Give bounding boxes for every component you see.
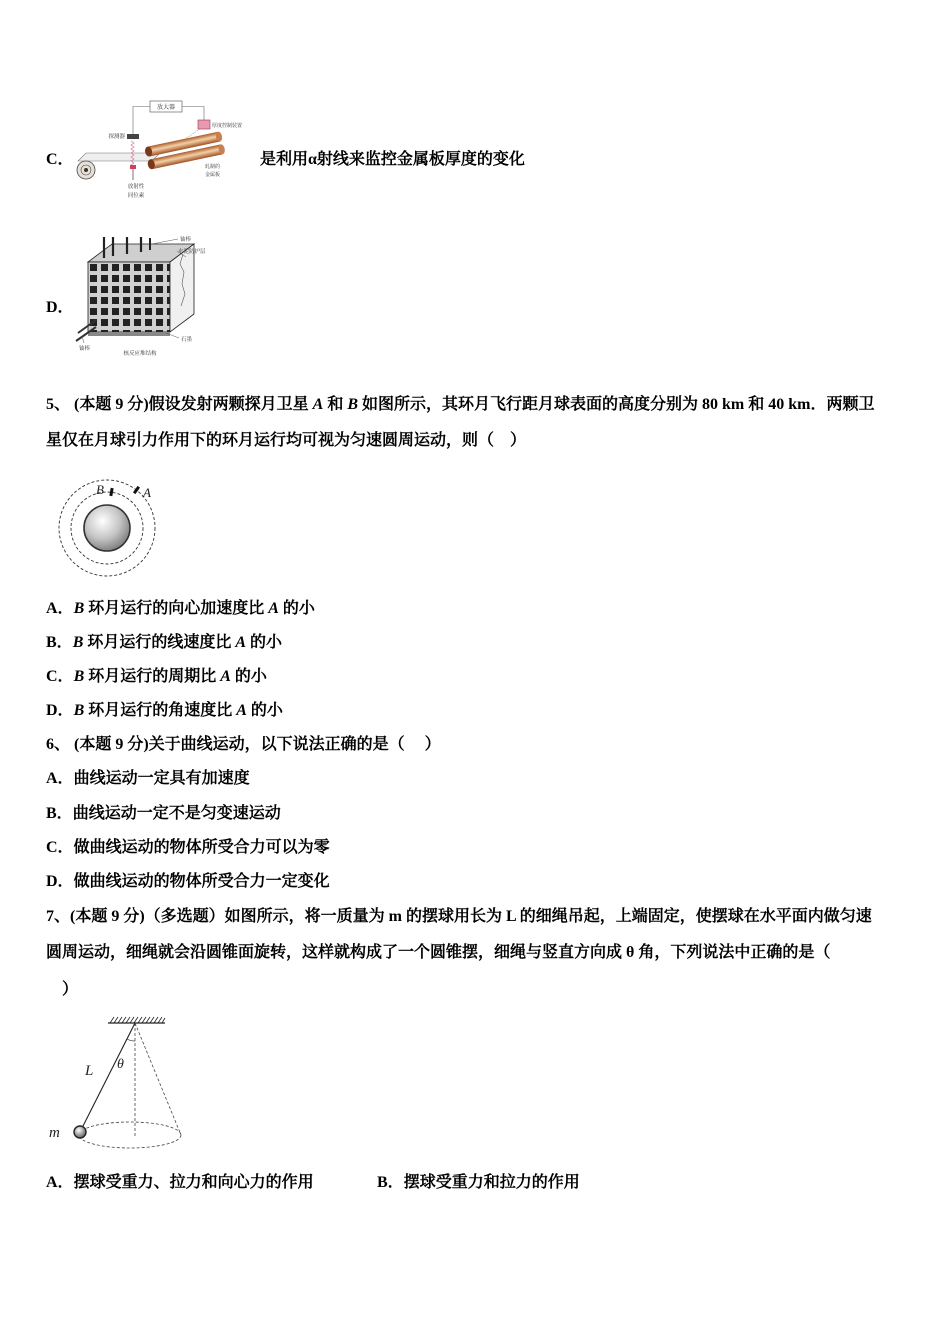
circular-path bbox=[79, 1122, 181, 1148]
conical-pendulum-diagram bbox=[44, 1012, 189, 1158]
reactor-caption: 核反应堆结构 bbox=[123, 351, 157, 357]
control-device-label: 厚度控制装置 bbox=[212, 124, 243, 129]
q6-option-a-label: A． bbox=[46, 770, 74, 787]
pendulum-bob bbox=[74, 1126, 86, 1138]
q6-option-a-text: 曲线运动一定具有加速度 bbox=[73, 770, 250, 787]
q5-option-d-end: 的小 bbox=[246, 702, 283, 719]
q7-option-b-label: B． bbox=[377, 1174, 404, 1191]
detector-label: 探测器 bbox=[108, 134, 125, 140]
q5-stem-line2: 星仅在月球引力作用下的环月运行均可视为匀速圆周运动，则（ ） bbox=[46, 432, 527, 449]
mass-label: m bbox=[49, 1125, 60, 1141]
q6-option-c-text: 做曲线运动的物体所受合力可以为零 bbox=[73, 839, 330, 856]
q5-option-b-object: A bbox=[235, 634, 247, 651]
q5-option-a-subject: B bbox=[73, 600, 85, 617]
q5-option-c-subject: B bbox=[73, 668, 85, 685]
q5-option-b bbox=[46, 633, 282, 653]
q5-option-b-label: B． bbox=[46, 634, 73, 651]
thickness-gauge-diagram bbox=[68, 96, 248, 208]
angle-arc bbox=[127, 1039, 135, 1041]
graphite-slab bbox=[88, 332, 170, 336]
q7-stem-line1: 7、(本题 9 分)（多选题）如图所示，将一质量为 m 的摆球用长为 L 的细绳吊起，上端固定，使摆球在水平面内做匀速 bbox=[46, 908, 872, 925]
q5-stem-part1: 5、 (本题 9 分)假设发射两颗探月卫星 bbox=[46, 396, 313, 413]
q5-option-a-object: A bbox=[268, 600, 279, 617]
shield-label: 水泥防护层 bbox=[178, 249, 206, 255]
wire-right bbox=[182, 107, 204, 121]
q6-option-d-text: 做曲线运动的物体所受合力一定变化 bbox=[73, 873, 330, 890]
graphite-label: 石墨 bbox=[181, 337, 193, 343]
q5-option-c-label: C． bbox=[46, 668, 74, 685]
q5-stem-part2: 和 bbox=[323, 396, 348, 413]
q7-option-b-text: 摆球受重力和拉力的作用 bbox=[403, 1174, 580, 1191]
q5-var-a: A bbox=[312, 396, 324, 413]
q7-stem-line2: 圆周运动，细绳就会沿圆锥面旋转，这样就构成了一个圆锥摆，细绳与竖直方向成 θ 角，下列说法中正确的是（ bbox=[46, 944, 831, 961]
q5-option-a-end: 的小 bbox=[278, 600, 315, 617]
reactor-diagram bbox=[72, 232, 212, 360]
q5-option-b-end: 的小 bbox=[246, 634, 283, 651]
metal-coil-core bbox=[84, 168, 88, 172]
amplifier-label: 放大器 bbox=[156, 105, 176, 111]
rod-top-label: 铀棒 bbox=[180, 237, 192, 243]
source-label-1: 放射性 bbox=[127, 184, 145, 190]
q6-option-a bbox=[46, 769, 250, 789]
q6-option-c bbox=[46, 838, 330, 858]
q6-option-d-label: D． bbox=[46, 873, 74, 890]
wire-left bbox=[133, 107, 150, 135]
q5-option-d-label: D． bbox=[46, 702, 74, 719]
q6-option-d bbox=[46, 872, 330, 892]
radioactive-source bbox=[130, 165, 136, 169]
plate-label-1: 轧制的 bbox=[205, 165, 221, 170]
q5-var-b: B bbox=[347, 396, 359, 413]
satellite-b-label: B bbox=[96, 482, 104, 497]
cone-edge bbox=[135, 1023, 181, 1135]
q5-stem-part3: 如图所示，其环月飞行距月球表面的高度分别为 80 km 和 40 km．两颗卫 bbox=[358, 396, 875, 413]
q5-option-a-label: A． bbox=[46, 600, 74, 617]
reactor-front-face bbox=[88, 262, 170, 332]
q5-option-c-object: A bbox=[220, 668, 231, 685]
q6-option-b bbox=[46, 804, 281, 824]
length-label: L bbox=[85, 1063, 94, 1079]
ceiling-hatch bbox=[110, 1017, 165, 1023]
satellite-a-label: A bbox=[143, 485, 151, 500]
q5-option-d-text: 环月运行的角速度比 bbox=[84, 702, 237, 719]
q5-stem-line1 bbox=[46, 395, 875, 415]
leader-rod-top bbox=[152, 239, 178, 244]
q5-option-d-subject: B bbox=[73, 702, 85, 719]
source-label-2: 同位素 bbox=[127, 193, 145, 199]
q6-option-b-label: B． bbox=[46, 805, 73, 822]
q5-option-b-subject: B bbox=[72, 634, 84, 651]
q5-option-c bbox=[46, 667, 267, 687]
q7-option-a-label: A． bbox=[46, 1174, 74, 1191]
q5-option-a bbox=[46, 599, 315, 619]
lunar-orbit-diagram bbox=[52, 474, 162, 582]
satellite-b bbox=[109, 488, 113, 496]
rod-bottom-label: 铀棒 bbox=[79, 346, 91, 352]
q6-stem: 6、 (本题 9 分)关于曲线运动，以下说法正确的是（ ） bbox=[46, 736, 441, 753]
q5-option-b-text: 环月运行的线速度比 bbox=[83, 634, 236, 651]
detector bbox=[127, 134, 139, 139]
q7-stem-line3: ） bbox=[62, 981, 79, 998]
q4-option-d-label: D． bbox=[46, 299, 74, 316]
q4-option-c-label: C． bbox=[46, 151, 74, 168]
q5-option-a-text: 环月运行的向心加速度比 bbox=[84, 600, 269, 617]
q5-option-c-text: 环月运行的周期比 bbox=[84, 668, 221, 685]
q5-option-c-end: 的小 bbox=[230, 668, 267, 685]
q6-option-b-text: 曲线运动一定不是匀变速运动 bbox=[72, 805, 281, 822]
theta-label: θ bbox=[117, 1057, 124, 1072]
moon bbox=[84, 505, 130, 551]
q5-option-d-object: A bbox=[236, 702, 247, 719]
q7-option-b bbox=[377, 1173, 580, 1193]
q7-option-a bbox=[46, 1173, 314, 1193]
q5-option-d bbox=[46, 701, 283, 721]
control-device bbox=[198, 120, 210, 129]
plate-label-2: 金属板 bbox=[205, 173, 221, 178]
satellite-a bbox=[133, 486, 140, 494]
q7-option-a-text: 摆球受重力、拉力和向心力的作用 bbox=[73, 1174, 314, 1191]
q4-option-c-text: 是利用α射线来监控金属板厚度的变化 bbox=[260, 151, 525, 168]
q6-option-c-label: C． bbox=[46, 839, 74, 856]
